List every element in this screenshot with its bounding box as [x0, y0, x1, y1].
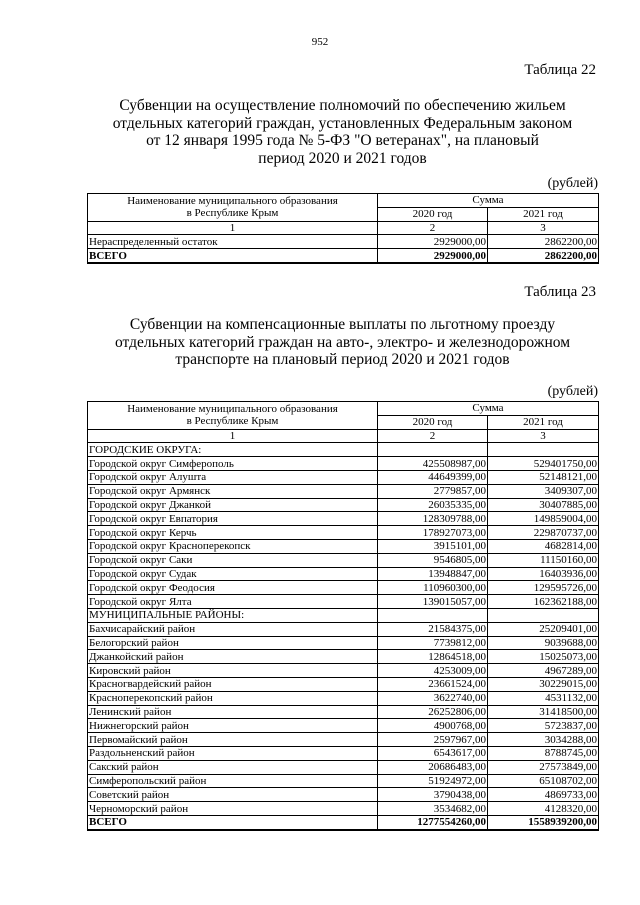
municipality-name: Городской округ Красноперекопск: [88, 539, 378, 553]
amount-2020: 110960300,00: [378, 581, 488, 595]
table-row: [88, 526, 599, 540]
amount-2020: 3534682,00: [378, 802, 488, 816]
amount-2021: 1558939200,00: [488, 815, 599, 829]
column-number-row: [88, 221, 599, 235]
amount-2021: 529401750,00: [488, 457, 599, 471]
municipality-name: Городской округ Джанкой: [88, 498, 378, 512]
amount-2021: 129595726,00: [488, 581, 599, 595]
table23-label: Таблица 23: [524, 284, 596, 300]
amount-2021: 4869733,00: [488, 788, 599, 802]
amount-2020: 128309788,00: [378, 512, 488, 526]
table-row: [88, 719, 599, 733]
amount-2020: 26252806,00: [378, 705, 488, 719]
column-header-name: [88, 402, 378, 430]
column-header-name: [88, 194, 378, 222]
table-row: [88, 470, 599, 484]
municipality-name: Первомайский район: [88, 733, 378, 747]
column-number-row: [88, 429, 599, 443]
amount-2020: 139015057,00: [378, 595, 488, 609]
amount-2021: 5723837,00: [488, 719, 599, 733]
amount-2021: 65108702,00: [488, 774, 599, 788]
table-row: [88, 774, 599, 788]
amount-2020: 26035335,00: [378, 498, 488, 512]
column-number: 1: [88, 429, 378, 443]
table-row: [88, 677, 599, 691]
table-row: [88, 705, 599, 719]
amount-2020: 1277554260,00: [378, 815, 488, 829]
amount-2020: 51924972,00: [378, 774, 488, 788]
municipality-name: ГОРОДСКИЕ ОКРУГА:: [88, 443, 378, 457]
table-row: [88, 733, 599, 747]
amount-2020: 20686483,00: [378, 760, 488, 774]
header-line: Наименование муниципального образования: [127, 403, 338, 416]
amount-2020: 2597967,00: [378, 733, 488, 747]
municipality-name: Городской округ Ялта: [88, 595, 378, 609]
table-row: [88, 457, 599, 471]
table-row: [88, 622, 599, 636]
column-header-sum: Сумма: [378, 194, 599, 208]
municipality-name: Городской округ Саки: [88, 553, 378, 567]
table23: [87, 401, 599, 831]
municipality-name: Сакский район: [88, 760, 378, 774]
table-row: [88, 636, 599, 650]
municipality-name: Ленинский район: [88, 705, 378, 719]
amount-2020: 425508987,00: [378, 457, 488, 471]
table-row: [88, 498, 599, 512]
amount-2020: 2779857,00: [378, 484, 488, 498]
page-number: 952: [311, 36, 329, 48]
header-line: Наименование муниципального образования: [127, 195, 338, 208]
table-row: [88, 608, 599, 622]
amount-2021: 4128320,00: [488, 802, 599, 816]
amount-2020: 3622740,00: [378, 691, 488, 705]
amount-2021: 4682814,00: [488, 539, 599, 553]
amount-2021: 8788745,00: [488, 746, 599, 760]
amount-2020: [378, 608, 488, 622]
amount-2021: 4967289,00: [488, 664, 599, 678]
amount-2021: [488, 608, 599, 622]
column-number: 3: [488, 429, 599, 443]
table-row: [88, 788, 599, 802]
municipality-name: Городской округ Армянск: [88, 484, 378, 498]
table-row: [88, 595, 599, 609]
amount-2021: 2862200,00: [488, 249, 599, 263]
amount-2021: 9039688,00: [488, 636, 599, 650]
amount-2020: 21584375,00: [378, 622, 488, 636]
municipality-name: Нераспределенный остаток: [88, 235, 378, 249]
title-line: транспорте на плановый период 2020 и 2021 годов: [175, 351, 510, 368]
amount-2020: 2929000,00: [378, 249, 488, 263]
municipality-name: Белогорский район: [88, 636, 378, 650]
amount-2020: 7739812,00: [378, 636, 488, 650]
column-number: 2: [378, 221, 488, 235]
amount-2020: 4253009,00: [378, 664, 488, 678]
amount-2020: 6543617,00: [378, 746, 488, 760]
column-header-2021: 2021 год: [488, 207, 599, 221]
municipality-name: Красногвардейский район: [88, 677, 378, 691]
table-row: [88, 443, 599, 457]
amount-2021: 11150160,00: [488, 553, 599, 567]
table-row: [88, 512, 599, 526]
amount-2021: [488, 443, 599, 457]
municipality-name: Красноперекопский район: [88, 691, 378, 705]
amount-2021: 2862200,00: [488, 235, 599, 249]
table-row: [88, 484, 599, 498]
municipality-name: Раздольненский район: [88, 746, 378, 760]
table-row: [88, 760, 599, 774]
municipality-name: Городской округ Судак: [88, 567, 378, 581]
table23-title: [90, 316, 595, 369]
municipality-name: Кировский район: [88, 664, 378, 678]
amount-2020: [378, 443, 488, 457]
municipality-name: ВСЕГО: [88, 815, 378, 829]
column-header-sum: Сумма: [378, 402, 599, 416]
total-row: [88, 249, 599, 263]
amount-2021: 52148121,00: [488, 470, 599, 484]
table-row: [88, 539, 599, 553]
municipality-name: Черноморский район: [88, 802, 378, 816]
municipality-name: Нижнегорский район: [88, 719, 378, 733]
table22-title: [90, 97, 595, 167]
total-row: [88, 815, 599, 829]
municipality-name: ВСЕГО: [88, 249, 378, 263]
table-row: [88, 567, 599, 581]
title-line: отдельных категорий граждан на авто-, электро- и железнодорожном: [114, 333, 571, 351]
amount-2021: 15025073,00: [488, 650, 599, 664]
amount-2021: 4531132,00: [488, 691, 599, 705]
header-row: [88, 194, 599, 208]
table-row: [88, 581, 599, 595]
title-line: от 12 января 1995 года № 5-ФЗ "О ветеранах", на плановый: [146, 132, 539, 149]
amount-2020: 44649399,00: [378, 470, 488, 484]
amount-2021: 30407885,00: [488, 498, 599, 512]
table-row: [88, 746, 599, 760]
header-row: [88, 402, 599, 416]
municipality-name: Городской округ Симферополь: [88, 457, 378, 471]
amount-2020: 178927073,00: [378, 526, 488, 540]
table22-label: Таблица 22: [524, 62, 596, 78]
table22: [87, 193, 599, 264]
column-number: 1: [88, 221, 378, 235]
table-row: [88, 650, 599, 664]
municipality-name: Симферопольский район: [88, 774, 378, 788]
amount-2021: 30229015,00: [488, 677, 599, 691]
table-row: [88, 235, 599, 249]
column-header-2020: 2020 год: [378, 207, 488, 221]
amount-2021: 25209401,00: [488, 622, 599, 636]
table22-unit: (рублей): [547, 176, 598, 191]
header-line: в Республике Крым: [186, 415, 279, 428]
amount-2020: 23661524,00: [378, 677, 488, 691]
table-row: [88, 802, 599, 816]
amount-2021: 27573849,00: [488, 760, 599, 774]
column-number: 3: [488, 221, 599, 235]
column-header-2020: 2020 год: [378, 415, 488, 429]
table-row: [88, 691, 599, 705]
municipality-name: Городской округ Керчь: [88, 526, 378, 540]
column-number: 2: [378, 429, 488, 443]
amount-2021: 31418500,00: [488, 705, 599, 719]
amount-2021: 3409307,00: [488, 484, 599, 498]
amount-2021: 3034288,00: [488, 733, 599, 747]
amount-2021: 162362188,00: [488, 595, 599, 609]
amount-2020: 3790438,00: [378, 788, 488, 802]
title-line: отдельных категорий граждан, установленных Федеральным законом: [112, 114, 573, 132]
amount-2020: 2929000,00: [378, 235, 488, 249]
amount-2020: 3915101,00: [378, 539, 488, 553]
header-line: в Республике Крым: [186, 207, 279, 220]
municipality-name: Советский район: [88, 788, 378, 802]
amount-2020: 9546805,00: [378, 553, 488, 567]
table-row: [88, 664, 599, 678]
amount-2021: 229870737,00: [488, 526, 599, 540]
municipality-name: МУНИЦИПАЛЬНЫЕ РАЙОНЫ:: [88, 608, 378, 622]
municipality-name: Джанкойский район: [88, 650, 378, 664]
municipality-name: Городской округ Евпатория: [88, 512, 378, 526]
column-header-2021: 2021 год: [488, 415, 599, 429]
amount-2021: 149859004,00: [488, 512, 599, 526]
municipality-name: Городской округ Феодосия: [88, 581, 378, 595]
title-line: период 2020 и 2021 годов: [258, 149, 427, 167]
amount-2020: 13948847,00: [378, 567, 488, 581]
amount-2021: 16403936,00: [488, 567, 599, 581]
amount-2020: 12864518,00: [378, 650, 488, 664]
municipality-name: Городской округ Алушта: [88, 470, 378, 484]
municipality-name: Бахчисарайский район: [88, 622, 378, 636]
table23-unit: (рублей): [547, 384, 598, 399]
title-line: Субвенции на компенсационные выплаты по льготному проезду: [129, 316, 556, 333]
amount-2020: 4900768,00: [378, 719, 488, 733]
title-line: Субвенции на осуществление полномочий по обеспечению жильем: [119, 97, 566, 114]
table-row: [88, 553, 599, 567]
